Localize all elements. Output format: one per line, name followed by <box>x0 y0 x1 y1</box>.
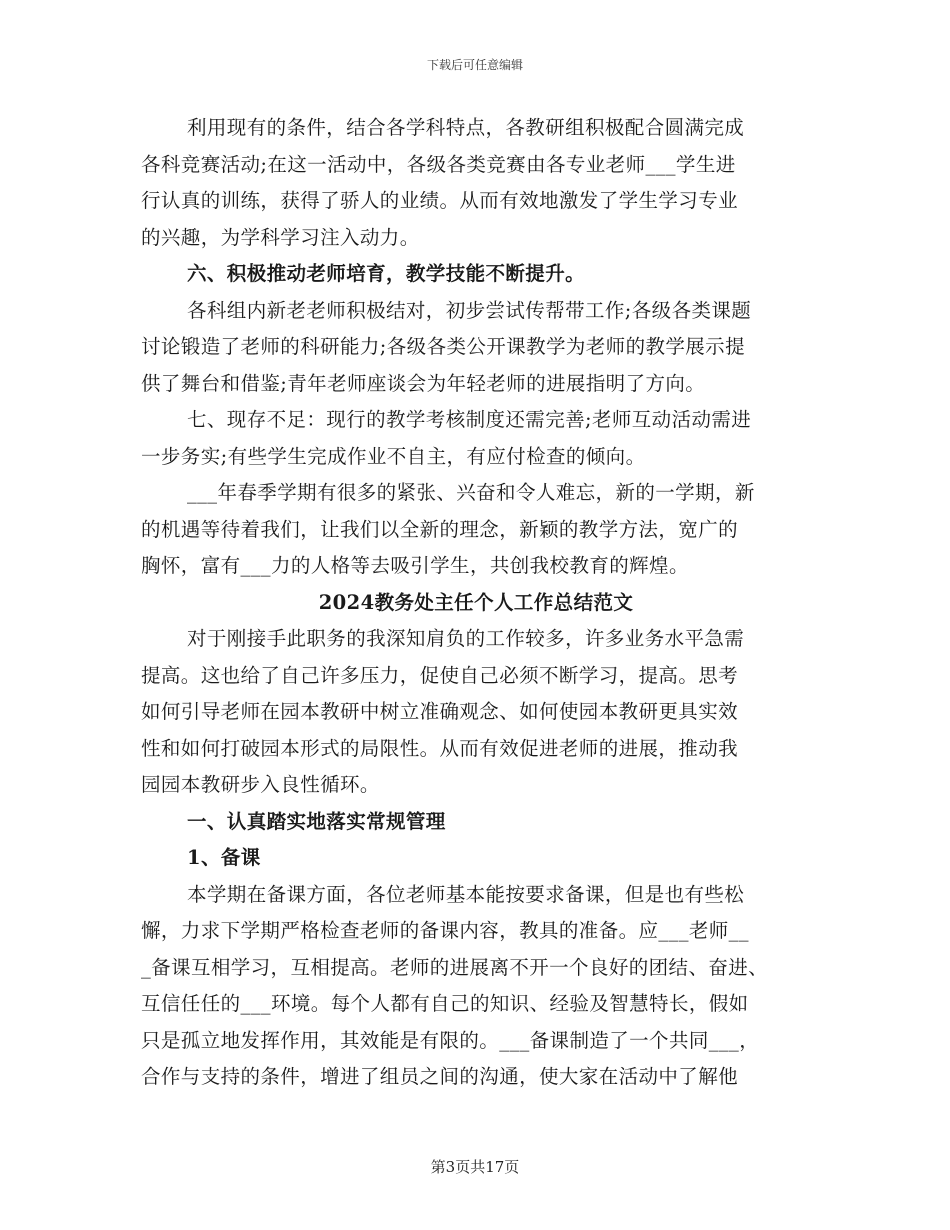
text-line: 讨论锻造了老师的科研能力;各级各类公开课教学为老师的教学展示提 <box>141 335 745 358</box>
page-header: 下载后可任意编辑 <box>426 58 523 72</box>
text-line: 供了舞台和借鉴;青年老师座谈会为年轻老师的进展指明了方向。 <box>141 371 706 395</box>
text-line: 懈，力求下学期严格检查老师的备课内容，教具的准备。应___老师__ <box>141 919 749 942</box>
text-line: 互信任任的___环境。每个人都有自己的知识、经验及智慧特长，假如 <box>141 992 749 1015</box>
text-line: 1、备课 <box>187 846 261 869</box>
text-line: 一、认真踏实地落实常规管理 <box>187 809 446 833</box>
page-footer: 第3页共17页 <box>430 1158 520 1176</box>
text-line: 胸怀，富有___力的人格等去吸引学生，共创我校教育的辉煌。 <box>141 554 689 577</box>
text-line: 各科组内新老老师积极结对，初步尝试传帮带工作;各级各类课题 <box>187 298 752 322</box>
text-line: 对于刚接手此职务的我深知肩负的工作较多，许多业务水平急需 <box>187 627 745 650</box>
text-line: 只是孤立地发挥作用，其效能是有限的。___备课制造了一个共同___， <box>141 1028 760 1052</box>
text-line: 合作与支持的条件，增进了组员之间的沟通，使大家在活动中了解他 <box>141 1065 739 1088</box>
text-line: 行认真的训练，获得了骄人的业绩。从而有效地激发了学生学习专业 <box>141 189 739 212</box>
text-line: 如何引导老师在园本教研中树立准确观念、如何使园本教研更具实效 <box>141 700 739 723</box>
text-line: 2024教务处主任个人工作总结范文 <box>318 590 634 614</box>
text-line: 性和如何打破园本形式的局限性。从而有效促进老师的进展，推动我 <box>141 736 739 760</box>
text-line: 园园本教研步入良性循环。 <box>141 773 380 796</box>
text-line: _备课互相学习，互相提高。老师的进展离不开一个良好的团结、奋进、 <box>141 955 769 979</box>
text-line: ___年春季学期有很多的紧张、兴奋和令人难忘，新的一学期，新 <box>187 481 755 504</box>
text-line: 本学期在备课方面，各位老师基本能按要求备课，但是也有些松 <box>187 882 745 906</box>
text-line: 七、现存不足：现行的教学考核制度还需完善;老师互动活动需进 <box>187 408 752 431</box>
document-body <box>141 110 811 1096</box>
text-line: 六、积极推动老师培育，教学技能不断提升。 <box>187 262 586 285</box>
text-line: 的机遇等待着我们，让我们以全新的理念，新颖的教学方法，宽广的 <box>141 517 739 541</box>
text-line: 各科竞赛活动;在这一活动中，各级各类竞赛由各专业老师___学生进 <box>141 152 736 176</box>
text-line: 利用现有的条件，结合各学科特点，各教研组积极配合圆满完成 <box>187 116 745 139</box>
text-line: 一步务实;有些学生完成作业不自主，有应付检查的倾向。 <box>141 444 646 468</box>
text-line: 提高。这也给了自己许多压力，促使自己必须不断学习，提高。思考 <box>141 663 739 687</box>
text-line: 的兴趣，为学科学习注入动力。 <box>141 225 420 249</box>
